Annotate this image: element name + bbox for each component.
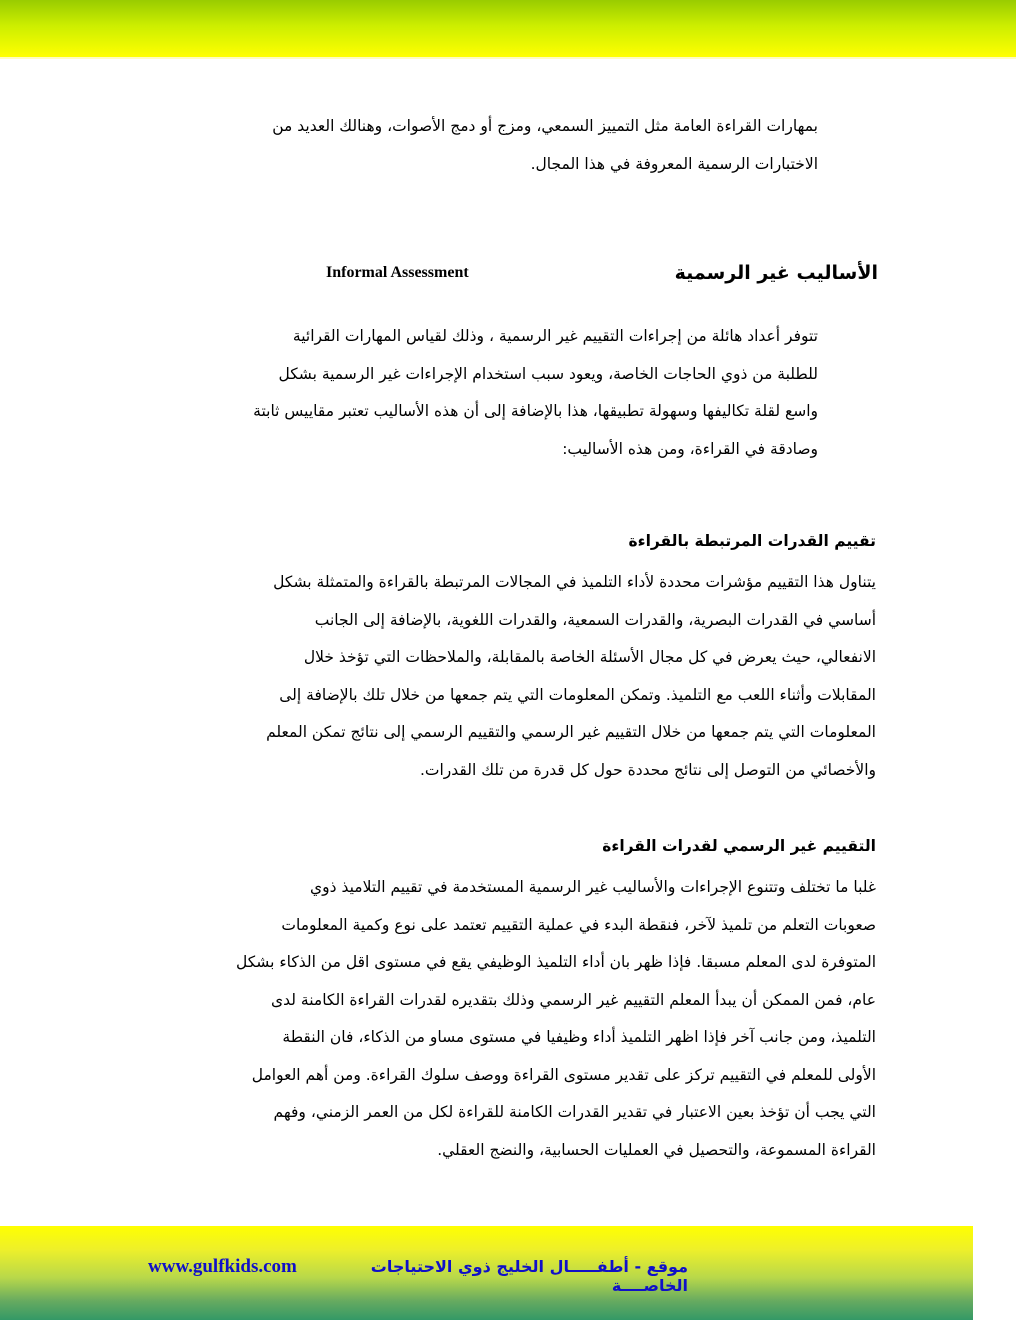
section-heading bbox=[326, 262, 878, 284]
text-line: الانفعالي، حيث يعرض في كل مجال الأسئلة الخاصة بالمقابلة، والملاحظات التي تؤخذ خلال bbox=[303, 648, 876, 666]
subsection-heading-informal-reading-assessment: التقييم غير الرسمي لقدرات القراءة bbox=[602, 837, 876, 855]
text-line: المقابلات وأثناء اللعب مع التلميذ. وتمكن المعلومات التي يتم جمعها من خلال تلك بالإضافة إلى bbox=[279, 685, 876, 704]
text-line: الاختبارات الرسمية المعروفة في هذا المجال. bbox=[530, 154, 818, 173]
footer-site-label: موقع - أطفـــــال الخليج ذوي الاحتياجات الخاصــــة bbox=[370, 1257, 688, 1295]
text-line: التي يجب أن تؤخذ بعين الاعتبار في تقدير القدرات الكامنة للقراءة لكل من العمر الزمني، وفهم bbox=[273, 1103, 876, 1121]
text-line: المتوفرة لدى المعلم مسبقا. فإذا ظهر بان أداء التلميذ الوظيفي يقع في مستوى اقل من الذكاء بشكل bbox=[235, 953, 876, 971]
text-line: للطلبة من ذوي الحاجات الخاصة، ويعود سبب استخدام الإجراءات غير الرسمية بشكل bbox=[278, 364, 818, 383]
subsection-paragraph-informal-reading-assessment bbox=[196, 869, 876, 1169]
text-line: بمهارات القراءة العامة مثل التمييز السمعي، ومزج أو دمج الأصوات، وهنالك العديد من bbox=[272, 117, 818, 135]
text-line: والأخصائي من التوصل إلى نتائج محددة حول كل قدرة من تلك القدرات. bbox=[419, 760, 876, 779]
subsection-heading-reading-abilities: تقييم القدرات المرتبطة بالقراءة bbox=[628, 532, 876, 550]
text-line: واسع لقلة تكاليفها وسهولة تطبيقها، هذا بالإضافة إلى أن هذه الأساليب تعتبر مقاييس ثابتة bbox=[253, 402, 818, 420]
text-line: المعلومات التي يتم جمعها من خلال التقييم غير الرسمي والتقييم الرسمي إلى نتائج تمكن المعلم bbox=[266, 723, 876, 741]
text-line: وصادقة في القراءة، ومن هذه الأساليب: bbox=[562, 439, 818, 458]
text-line: صعوبات التعلم من تلميذ لآخر، فنقطة البدء في عملية التقييم تعتمد على نوع وكمية المعلومات bbox=[281, 915, 876, 934]
header-band-edge bbox=[0, 57, 1016, 59]
text-line: غلبا ما تختلف وتتنوع الإجراءات والأساليب غير الرسمية المستخدمة في تقييم التلاميذ ذوي bbox=[310, 878, 876, 896]
text-line: الأولى للمعلم في التقييم تركز على تقدير مستوى القراءة ووصف سلوك القراءة. ومن أهم العوامل bbox=[251, 1065, 876, 1084]
footer-website-link[interactable]: www.gulfkids.com bbox=[148, 1256, 297, 1277]
footer bbox=[148, 1256, 688, 1295]
section-title-english: Informal Assessment bbox=[326, 264, 469, 281]
subsection-paragraph-reading-abilities bbox=[196, 564, 876, 789]
text-line: القراءة المسموعة، والتحصيل في العمليات الحسابية، والنضج العقلي. bbox=[437, 1140, 876, 1159]
section-paragraph bbox=[196, 318, 818, 468]
text-line: يتناول هذا التقييم مؤشرات محددة لأداء التلميذ في المجالات المرتبطة بالقراءة والمتمثلة بشكل bbox=[273, 573, 876, 591]
intro-paragraph bbox=[196, 108, 818, 183]
text-line: تتوفر أعداد هائلة من إجراءات التقييم غير الرسمية ، وذلك لقياس المهارات القرائية bbox=[292, 327, 818, 345]
text-line: التلميذ، ومن جانب آخر فإذا اظهر التلميذ أداء وظيفيا في مستوى مساو من الذكاء، فان النقطة bbox=[282, 1028, 876, 1046]
header-gradient-band bbox=[0, 0, 1016, 57]
text-line: أساسي في القدرات البصرية، والقدرات السمعية، والقدرات اللغوية، بالإضافة إلى الجانب bbox=[314, 610, 876, 629]
text-line: عام، فمن الممكن أن يبدأ المعلم التقييم غير الرسمي وذلك بتقديره لقدرات القراءة الكامنة لدى bbox=[270, 990, 876, 1009]
section-title-arabic: الأساليب غير الرسمية bbox=[674, 262, 878, 284]
